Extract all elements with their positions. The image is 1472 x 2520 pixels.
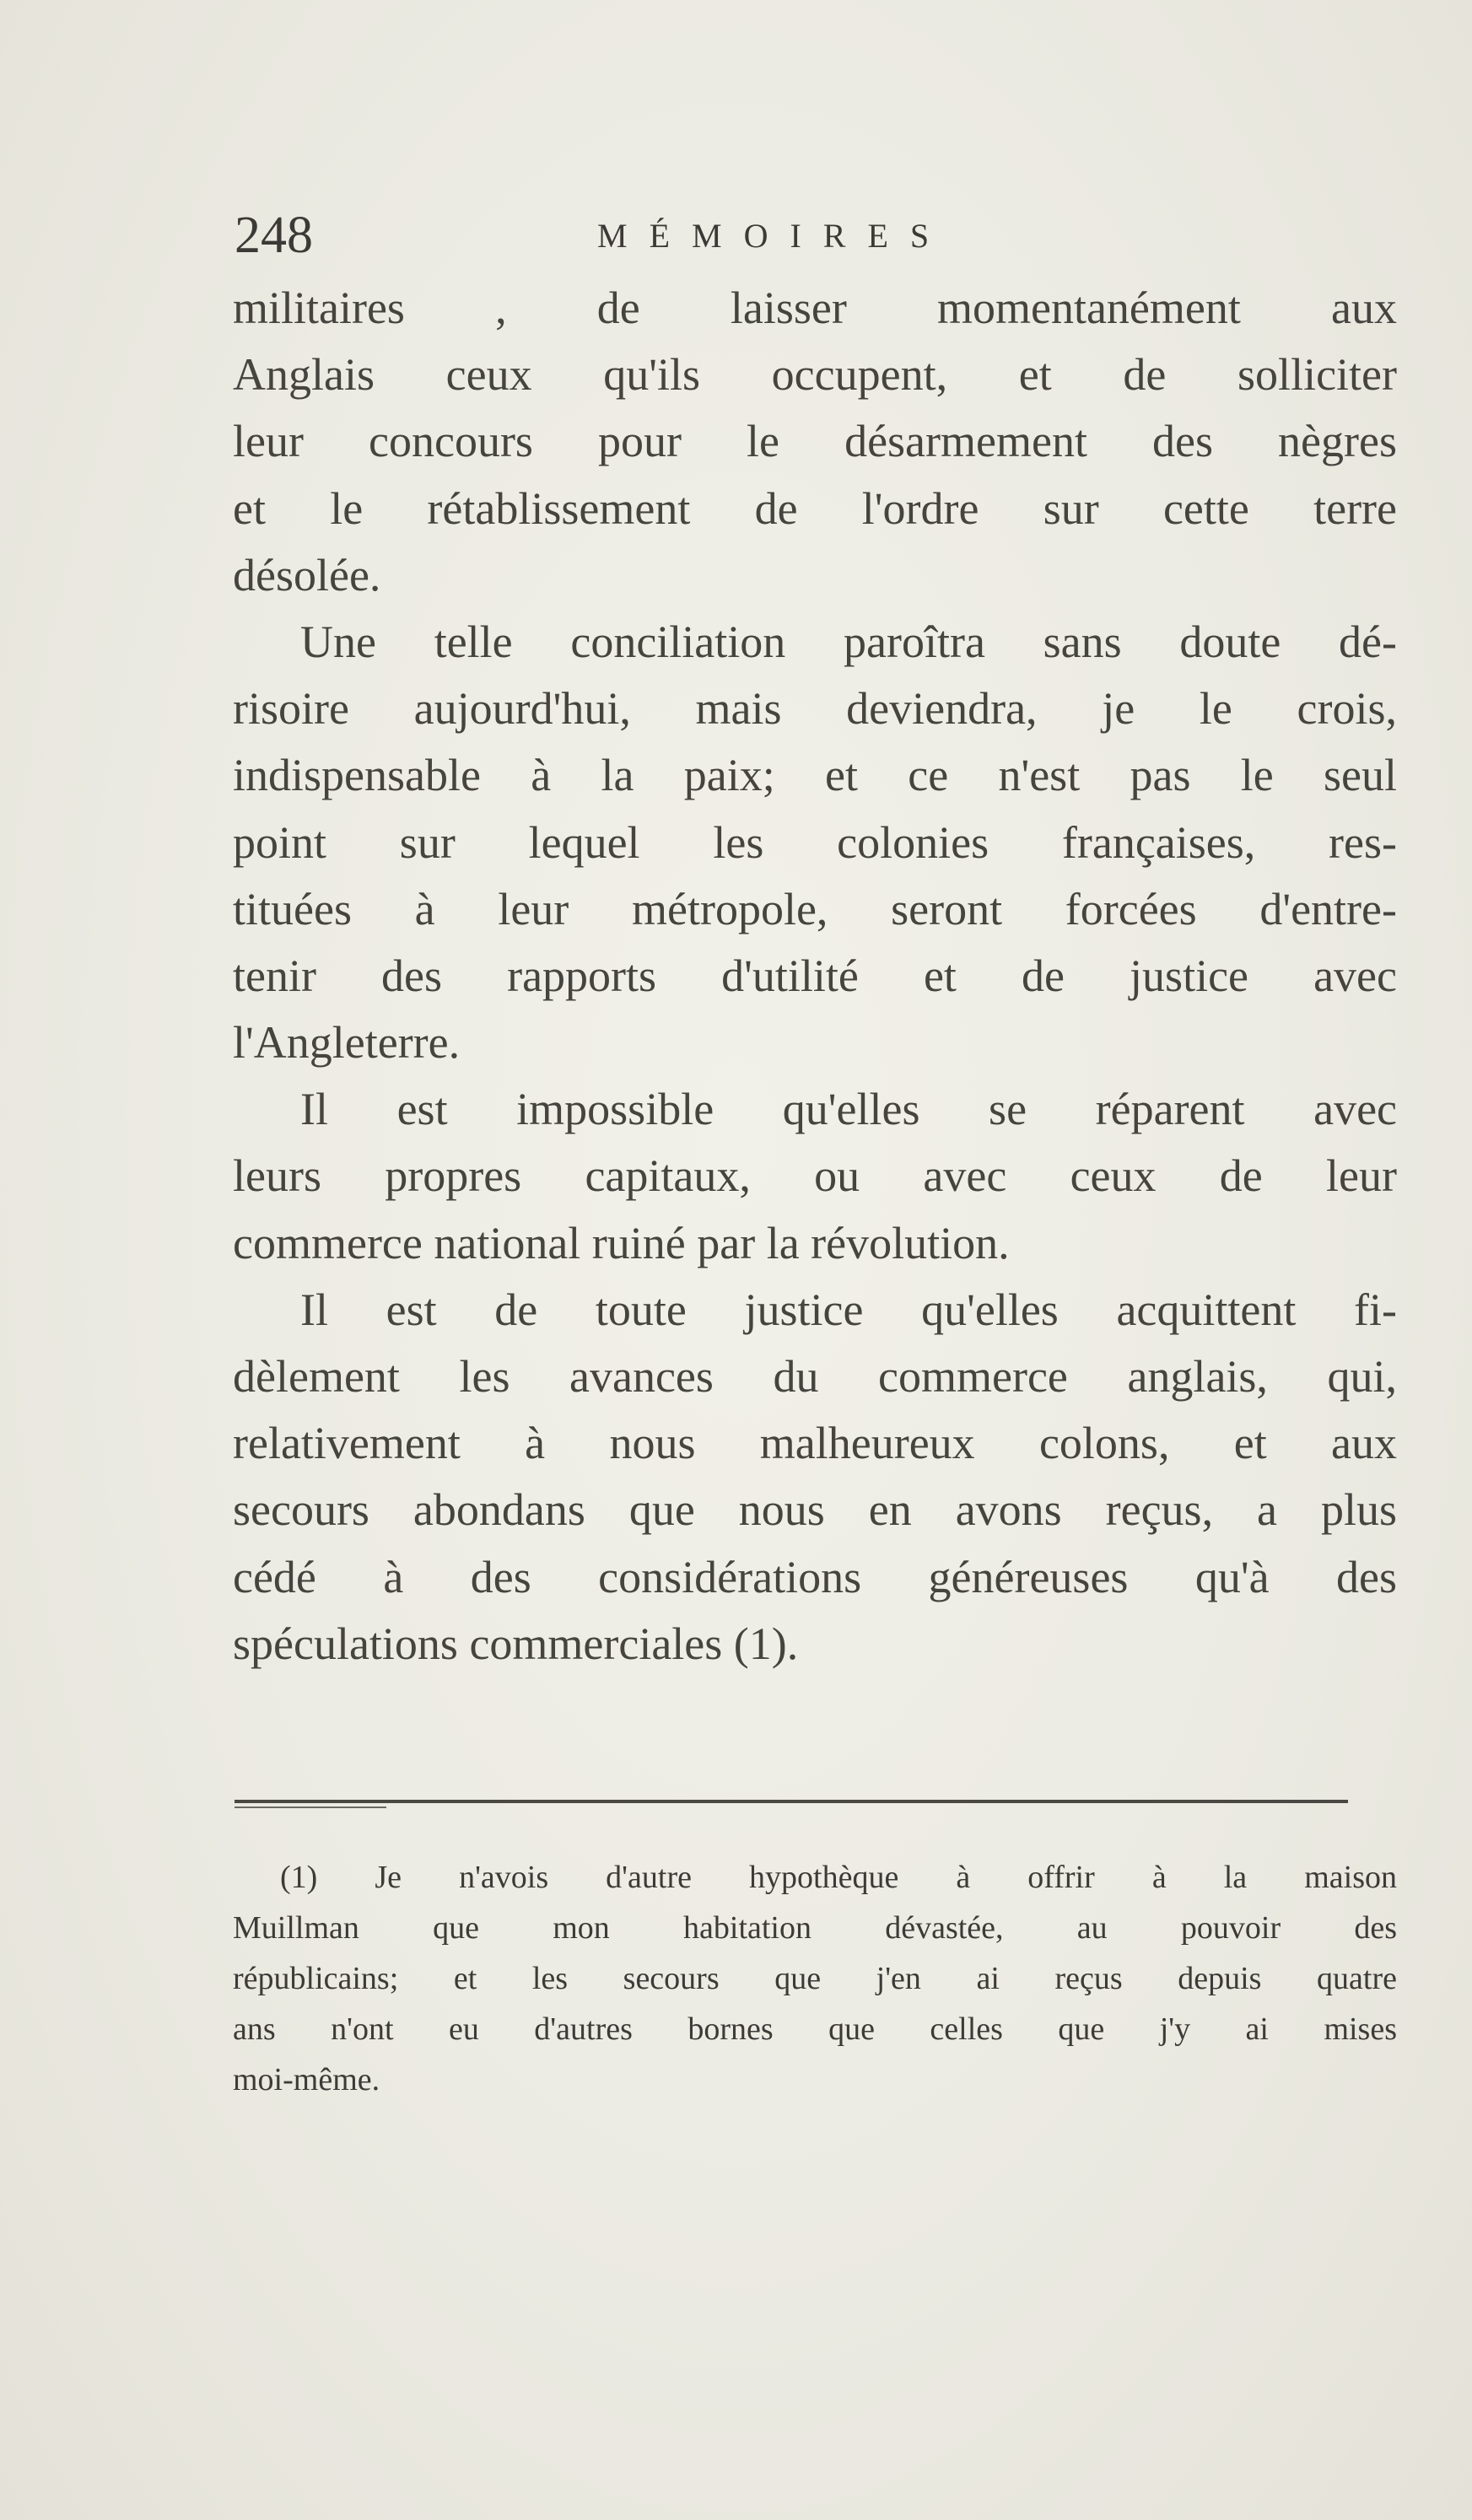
text-line: et le rétablissement de l'ordre sur cette terre [233,482,1397,534]
text-line: indispensable à la paix; et ce n'est pas le seul [233,750,1397,801]
running-head: MÉMOIRES [597,217,952,255]
text-line: leur concours pour le désarmement des nègres [233,416,1397,467]
footnote-divider [235,1800,1348,1803]
text-line: leurs propres capitaux, ou avec ceux de leur [233,1150,1397,1202]
text-line: cédé à des considérations généreuses qu'à des [233,1551,1397,1602]
text-line: risoire aujourd'hui, mais deviendra, je le crois, [233,683,1397,735]
text-line: Anglais ceux qu'ils occupent, et de solliciter [233,349,1397,401]
footnote [233,1852,1397,2105]
page-number: 248 [235,207,313,264]
text-line: Il est de toute justice qu'elles acquittent fi- [300,1284,1397,1335]
text-line: Il est impossible qu'elles se réparent avec [300,1084,1397,1135]
text-line: l'Angleterre. [233,1017,461,1069]
footnote-line: ans n'ont eu d'autres bornes que celles que j'y ai mises [233,2011,1397,2047]
footnote-line: moi-même. [233,2062,380,2097]
text-line: tituées à leur métropole, seront forcées d'entre- [233,883,1397,934]
text-line: commerce national ruiné par la révolution. [233,1217,1010,1268]
text-line: Une telle conciliation paroîtra sans doute dé- [300,616,1397,667]
page-header [235,201,1399,277]
text-line: spéculations commerciales (1). [233,1618,799,1669]
footnote-line: (1) Je n'avois d'autre hypothèque à offrir à la maison [280,1860,1397,1895]
footnote-line: républicains; et les secours que j'en ai reçus depuis quatre [233,1961,1397,1996]
text-line: point sur lequel les colonies françaises, res- [233,816,1397,868]
text-line: secours abondans que nous en avons reçus, a plus [233,1484,1397,1536]
body-text [233,275,1397,1677]
text-line: militaires , de laisser momentanément aux [233,283,1397,333]
text-line: dèlement les avances du commerce anglais, qui, [233,1351,1397,1402]
text-line: relativement à nous malheureux colons, et aux [233,1418,1397,1469]
text-line: tenir des rapports d'utilité et de justice avec [233,950,1397,1001]
footnote-divider-accent [235,1807,386,1808]
text-line: désolée. [233,549,381,600]
footnote-line: Muillman que mon habitation dévastée, au pouvoir des [233,1910,1397,1946]
